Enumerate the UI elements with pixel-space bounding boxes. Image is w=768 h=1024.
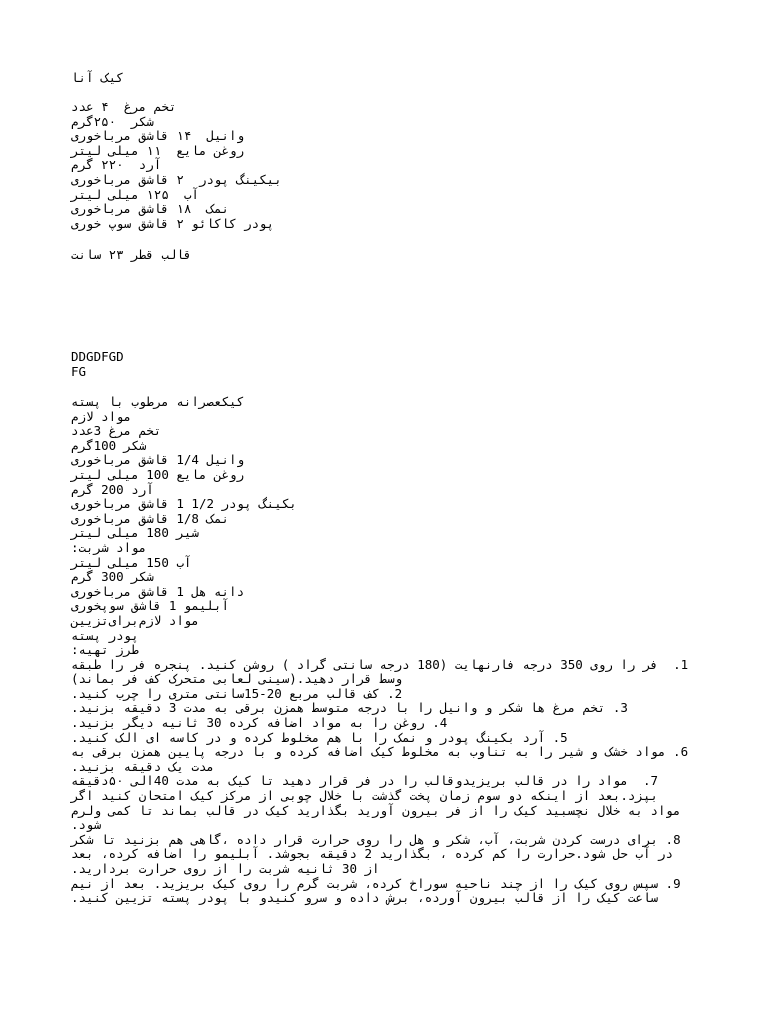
recipe-line: بکینگ پودر 1/2 1 قاشق مرباخوری	[71, 496, 297, 512]
recipe-line: آبلیمو 1 قاشق سوپخوری	[71, 598, 230, 614]
recipe-1-pan	[71, 248, 721, 263]
recipe-line: تخم مرغ 3عدد	[71, 423, 162, 439]
recipe-1-title: کیک آنا	[71, 70, 124, 85]
step-line: مواد به خلال نچسبید کیک را از فر بیرون آورید بگذارید کیک در قالب بماند تا کمی ولرم	[71, 802, 689, 818]
ingredient-line: آرد ۲۲۰ گرم	[71, 157, 162, 173]
recipe-line: آرد 200 گرم	[71, 481, 154, 497]
code-line: FG	[71, 363, 87, 379]
recipe-2	[71, 395, 721, 906]
pan-size: قالب قطر ۲۳ سانت	[71, 247, 192, 262]
step-line: 3. تخم مرغ ها شکر و وانیل را با درجه متوسط همزن برقی به مدت 3 دقیقه بزنید.	[71, 700, 628, 716]
recipe-line: مواد لازم	[71, 408, 132, 424]
recipe-line: مواد لازم‌برای‌تزیین	[71, 612, 199, 628]
step-line: شود.	[71, 817, 102, 833]
ingredient-line: شکر ۲۵۰گرم	[71, 113, 154, 129]
step-line: 2. کف قالب مربع 20-15سانتی متری را چرب کنید.	[71, 685, 403, 701]
recipe-line: نمک 1/8 قاشق مرباخوری	[71, 510, 230, 526]
ingredient-line: بیکینگ پودر ۲ قاشق مرباخوری	[71, 171, 282, 187]
ingredient-line: وانیل ۱۴ قاشق مرباخوری	[71, 128, 245, 144]
step-line: 1. فر را روی 350 درجه فارنهایت (180 درجه سانتی گراد ) روشن کنید. پنجره فر را طبقه	[71, 656, 689, 672]
ingredient-line: روغن مایع ۱۱ میلی لیتر	[71, 142, 245, 158]
recipe-2-title: کیکعصرانه مرطوب با پسته	[71, 394, 245, 409]
step-line: 4. روغن را به مواد اضافه کرده 30 ثانیه دیگر بزنید.	[71, 715, 448, 731]
recipe-line: آب 150 میلی لیتر	[71, 554, 192, 570]
step-line: 9. سپس روی کیک را از چند ناحیه سوراخ کرده، شربت گرم را روی کیک بریزید. بعد از نیم	[71, 875, 681, 891]
step-line: 5. آرد بکینگ پودر و نمک را با هم مخلوط کرده و در کاسه ای الک کنید.	[71, 729, 568, 745]
step-line: 6. مواد خشک و شیر را به تناوب به مخلوط کیک اضافه کرده و با درجه پایین همزن برقی به	[71, 744, 689, 760]
step-line: از 30 ثانیه شربت را از روی حرارت بردارید.	[71, 861, 380, 876]
code-line: DDGDFGD	[71, 349, 124, 364]
recipe-line: مواد شربت:	[71, 539, 147, 555]
step-line: ساعت کیک را از قالب بیرون آورده، برش داده و سرو کنیدو با پودر پسته تزیین کنید.	[71, 890, 658, 906]
recipe-line: روغن مایع 100 میلی لیتر	[71, 466, 245, 482]
recipe-1-ingredients	[71, 100, 721, 231]
recipe-1	[71, 71, 721, 86]
recipe-line: وانیل 1/4 قاشق مرباخوری	[71, 452, 245, 468]
ingredient-line: پودر کاکائو ۲ قاشق سوپ خوری	[71, 215, 275, 231]
recipe-line: پودر پسته	[71, 627, 139, 643]
ingredient-line: نمک ۱۸ قاشق مرباخوری	[71, 201, 230, 217]
step-line: 7. مواد را در قالب بریزیدوقالب را در فر قرار دهید تا کیک به مدت 40الی ۵۰دقیقه	[71, 773, 659, 789]
code-lines	[71, 350, 721, 379]
recipe-line: طرز تهیه:	[71, 642, 139, 658]
recipe-line: شیر 180 میلی لیتر	[71, 525, 199, 541]
ingredient-line: آب ۱۲۵ میلی لیتر	[71, 186, 199, 202]
recipe-line: دانه هل 1 قاشق مرباخوری	[71, 583, 245, 599]
step-line: 8. برای درست کردن شربت، آب، شکر و هل را روی حرارت قرار داده ،گاهی هم بزنید تا شکر	[71, 831, 681, 847]
step-line: در آب حل شود.حرارت را کم کرده ، بگذارید 2 دقیقه بجوشد. آبلیمو را اضافه کرده، بعد	[71, 846, 681, 862]
ingredient-line: تخم مرغ ۴ عدد	[71, 99, 177, 114]
step-line: وسط قرار دهید.(سینی لعابی متحرک کف فر بماند)	[71, 671, 403, 687]
step-line: مدت یک دقیقه بزنید.	[71, 758, 214, 774]
step-line: بپزد.بعد از اینکه دو سوم زمان پخت گذشت با خلال چوبی از مرکز کیک امتحان کنید اگر	[71, 788, 666, 804]
recipe-line: شکر 300 گرم	[71, 569, 154, 585]
recipe-line: شکر 100گرم	[71, 437, 147, 453]
